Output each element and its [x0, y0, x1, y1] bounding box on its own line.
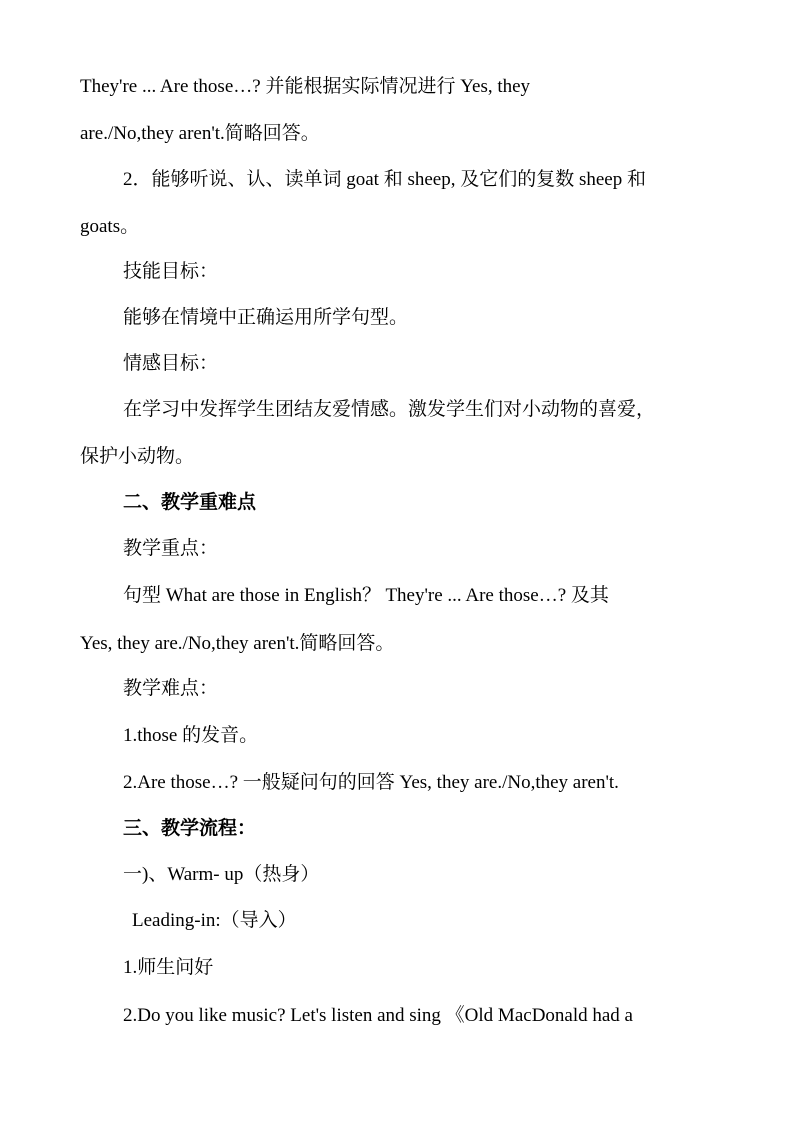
text-line-9: 保护小动物。 [80, 446, 195, 467]
subheading-leading-in: Leading-in:（导入） [132, 910, 297, 931]
text-line-3: 2．能够听说、认、读单词 goat 和 sheep, 及它们的复数 sheep 和 [123, 169, 646, 190]
section-heading-teaching-process: 三、教学流程： [123, 818, 257, 839]
text-line-1: They're ... Are those…? 并能根据实际情况进行 Yes, they [80, 76, 531, 97]
text-line-21: 2.Do you like music? Let's listen and sing 《Old MacDonald had a [123, 1005, 633, 1026]
text-line-13: Yes, they are./No,they aren't.简略回答。 [80, 633, 395, 654]
text-line-8: 在学习中发挥学生团结友爱情感。激发学生们对小动物的喜爱， [123, 399, 656, 420]
text-line-15: 1.those 的发音。 [123, 725, 259, 746]
text-line-20: 1.师生问好 [123, 957, 214, 978]
section-heading-key-difficulties: 二、教学重难点 [123, 492, 257, 513]
text-line-2: are./No,they aren't.简略回答。 [80, 123, 320, 144]
text-line-6: 能够在情境中正确运用所学句型。 [123, 307, 409, 328]
text-line-16: 2.Are those…? 一般疑问句的回答 Yes, they are./No,they aren't. [123, 772, 619, 793]
subheading-key-points: 教学重点： [123, 538, 219, 559]
text-line-4: goats。 [80, 216, 140, 237]
text-line-12: 句型 What are those in English？ They're ... Are those…? 及其 [123, 585, 609, 606]
subheading-difficulties: 教学难点： [123, 678, 219, 699]
section-heading-skill-goals: 技能目标： [123, 261, 219, 282]
section-heading-emotion-goals: 情感目标： [123, 353, 219, 374]
subheading-warm-up: 一)、Warm- up（热身） [123, 864, 320, 885]
